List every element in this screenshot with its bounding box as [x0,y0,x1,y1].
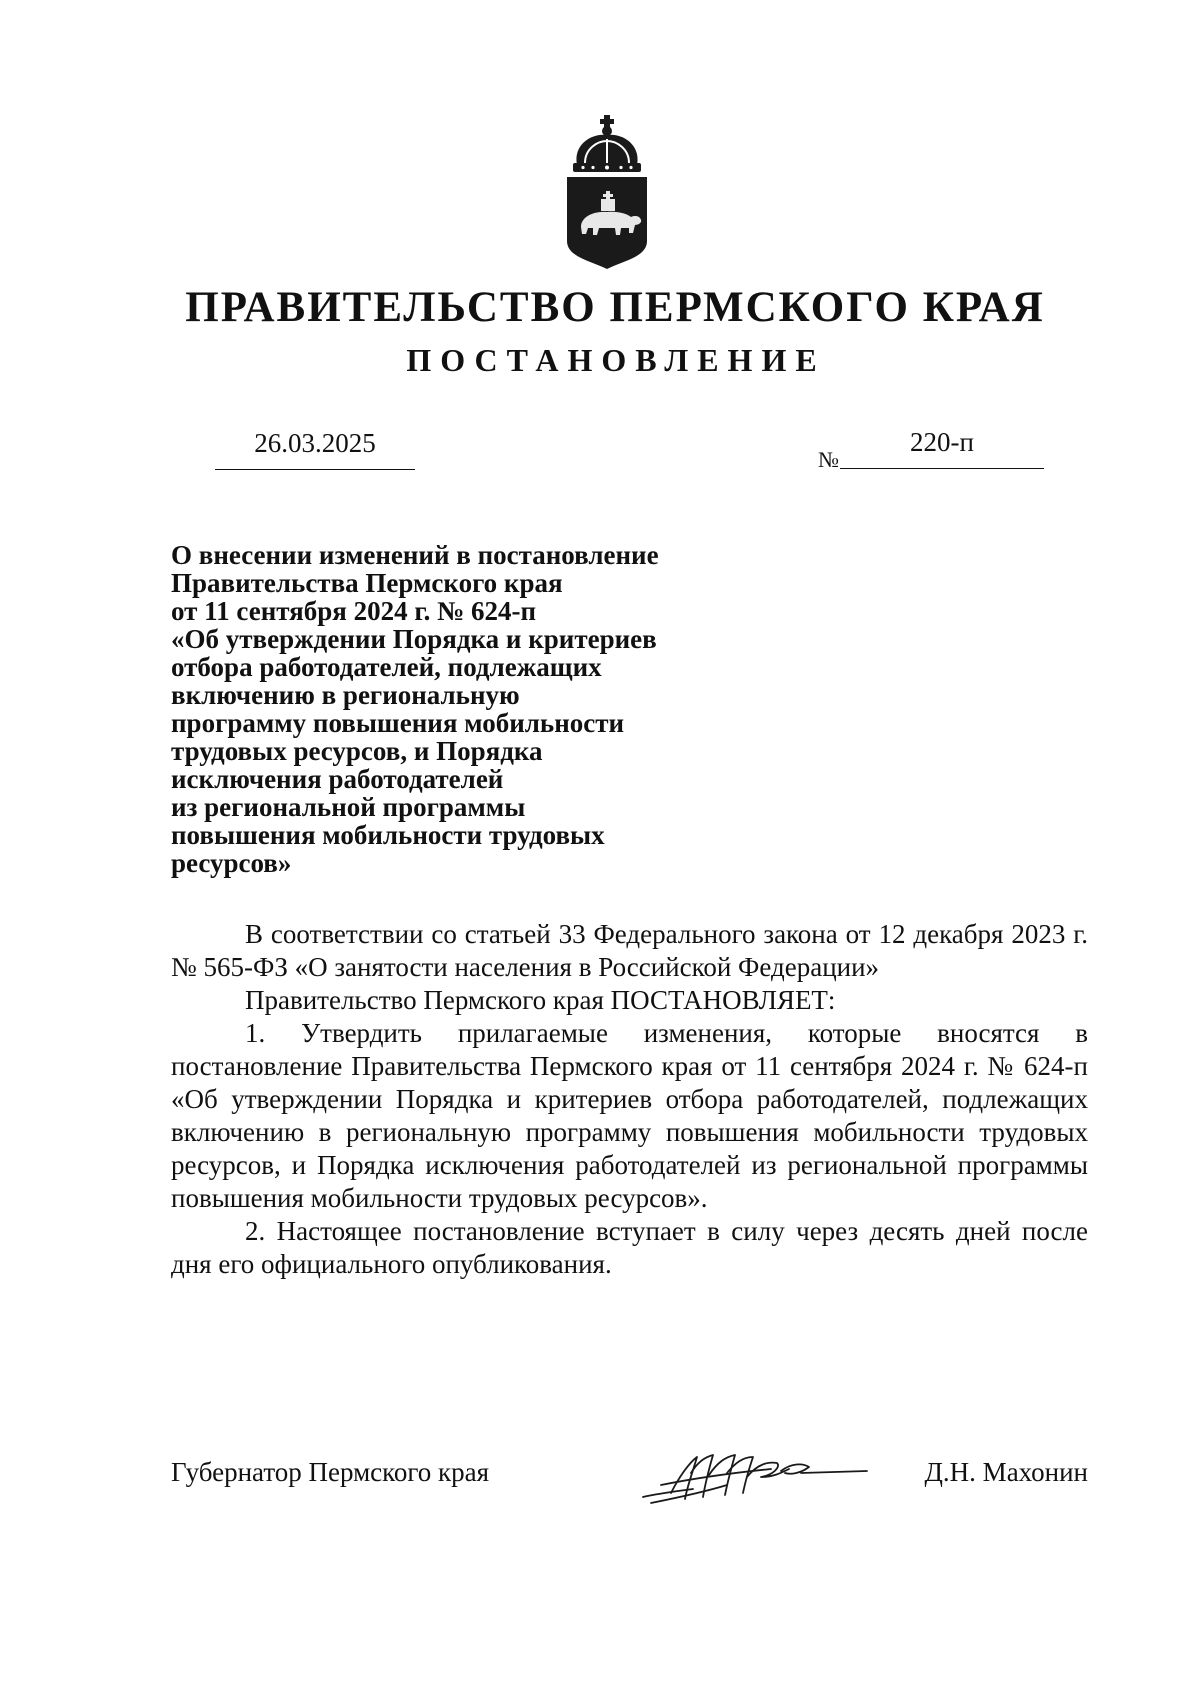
clause-2-paragraph: 2. Настоящее постановление вступает в силу через десять дней после дня его официального опубликования. [171,1216,1088,1279]
handwritten-signature [631,1433,871,1513]
document-date: 26.03.2025 [254,428,376,458]
subject-line: повышения мобильности трудовых [171,820,605,850]
number-sign: № [818,447,839,472]
document-subject [171,541,731,877]
subject-line: из региональной программы [171,792,526,822]
resolution-paragraph: Правительство Пермского края ПОСТАНОВЛЯЕТ: [245,985,836,1015]
subject-line: программу повышения мобильности [171,708,625,738]
subject-line: «Об утверждении Порядка и критериев [171,624,657,654]
subject-line: от 11 сентября 2024 г. № 624-п [171,596,537,626]
subject-line: включению в региональную [171,680,520,710]
gospel-cross-icon [601,191,615,211]
crown-icon [573,115,641,172]
subject-line: отбора работодателей, подлежащих [171,652,602,682]
subject-line: Правительства Пермского края [171,568,563,598]
subject-line: ресурсов» [171,848,292,878]
document-body [171,918,1088,1281]
clause-1-paragraph: 1. Утвердить прилагаемые изменения, которые вносятся в постановление Правительства Пермского края от 11 сентября 2024 г. № 624-п «Об утверждении Порядка и критериев отбора работодателей, подлежащих включению в региональную программу повышения мобильности трудовых ресурсов, и Порядка исключения работодателей из региональной программы повышения мобильности трудовых ресурсов». [171,1018,1088,1213]
document-number: 220-п [910,427,974,457]
coat-of-arms-icon [563,115,651,270]
document-type: ПОСТАНОВЛЕНИЕ [406,342,826,378]
preamble-paragraph: В соответствии со статьей 33 Федерального закона от 12 декабря 2023 г. № 565-ФЗ «О занятости населения в Российской Федерации» [171,919,1088,982]
signatory-name: Д.Н. Махонин [924,1457,1088,1487]
subject-line: О внесении изменений в постановление [171,540,659,570]
subject-line: трудовых ресурсов, и Порядка [171,736,543,766]
date-field [215,425,415,470]
signature-block [171,1455,1088,1515]
subject-line: исключения работодателей [171,764,504,794]
signatory-position: Губернатор Пермского края [171,1457,490,1487]
organization-title: ПРАВИТЕЛЬСТВО ПЕРМСКОГО КРАЯ [185,284,1045,331]
number-line [840,424,1044,469]
number-field [818,425,1044,472]
